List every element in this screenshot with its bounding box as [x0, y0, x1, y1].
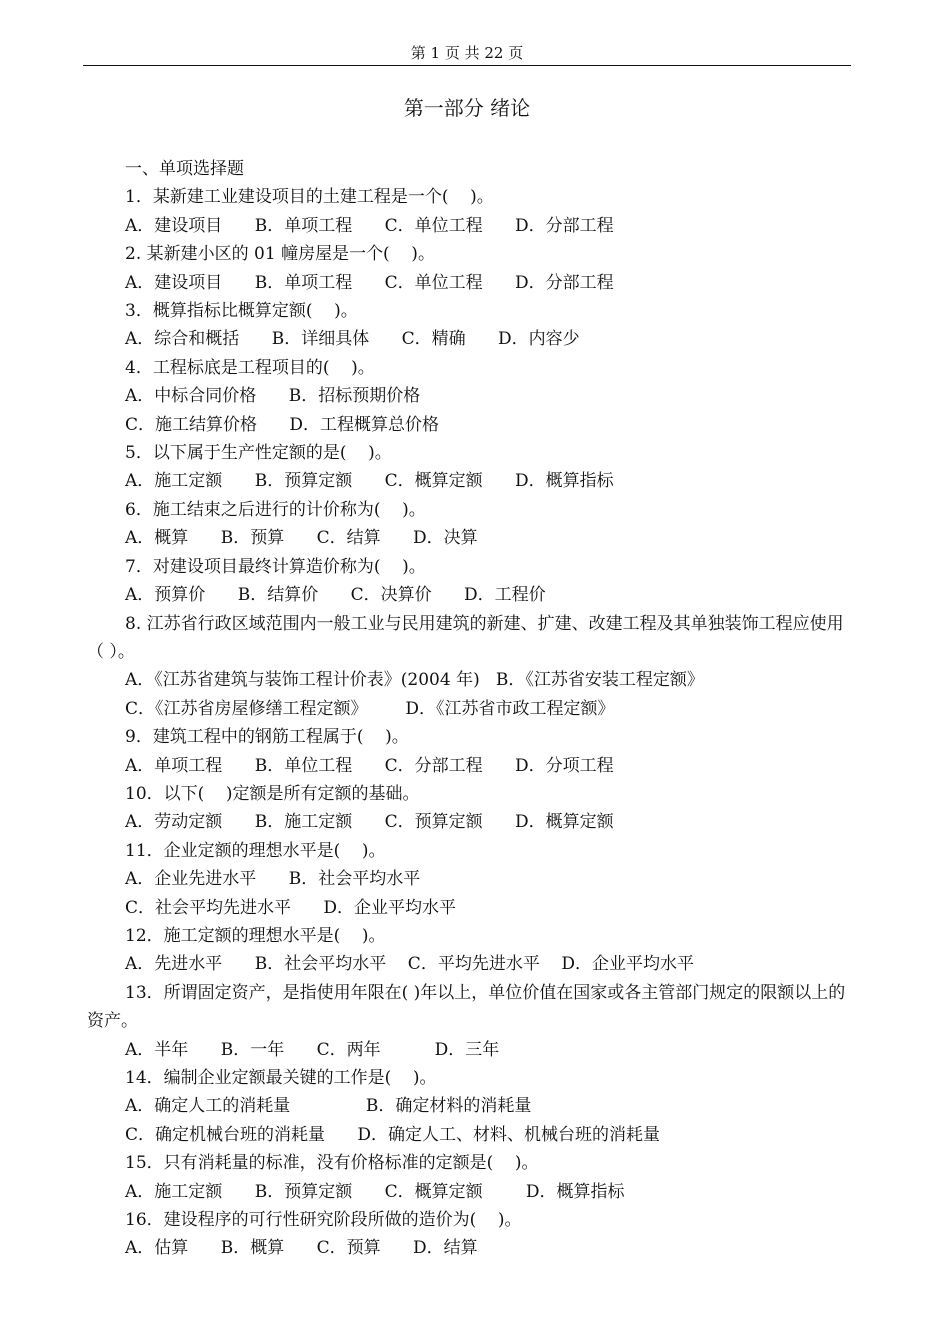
answer-options: A．估算 B．概算 C．预算 D．结算 [125, 1238, 478, 1259]
page-header: 第 1 页 共 22 页 [410, 44, 524, 62]
question-text: 6．施工结束之后进行的计价称为( )。 [125, 499, 426, 520]
question-text: 4．工程标底是工程项目的( )。 [125, 357, 375, 378]
answer-options: A．施工定额 B．预算定额 C．概算定额 D．概算指标 [125, 1181, 625, 1202]
section-title: 第一部分 绪论 [403, 96, 531, 120]
answer-options: A．确定人工的消耗量 B．确定材料的消耗量 [125, 1096, 532, 1117]
question-text: 11．企业定额的理想水平是( )。 [125, 840, 386, 861]
answer-options: A．劳动定额 B．施工定额 C．预算定额 D．概算定额 [125, 812, 614, 833]
question-text: 7．对建设项目最终计算造价称为( )。 [125, 556, 426, 577]
question-text: 8. 江苏省行政区域范围内一般工业与民用建筑的新建、扩建、改建工程及其单独装饰工程应使用（ ）。 [87, 613, 844, 662]
answer-options: A．概算 B．预算 C．结算 D．决算 [125, 528, 478, 549]
answer-options: A．先进水平 B．社会平均水平 C．平均先进水平 D．企业平均水平 [125, 954, 695, 975]
answer-options: A．单项工程 B．单位工程 C．分部工程 D．分项工程 [125, 755, 614, 776]
section-heading: 一、单项选择题 [125, 159, 244, 179]
answer-options: A．建设项目 B．单项工程 C．单位工程 D．分部工程 [125, 272, 614, 293]
answer-options: A．企业先进水平 B．社会平均水平 [125, 869, 421, 890]
answer-options: C．施工结算价格 D．工程概算总价格 [125, 414, 440, 435]
answer-options: A．建设项目 B．单项工程 C．单位工程 D．分部工程 [125, 215, 614, 236]
question-list [87, 155, 851, 1263]
question-text: 10．以下( )定额是所有定额的基础。 [125, 783, 420, 804]
question-text: 9．建筑工程中的钢筋工程属于( )。 [125, 727, 409, 748]
question-text: 12．施工定额的理想水平是( )。 [125, 925, 386, 946]
answer-options: A．预算价 B．结算价 C．决算价 D．工程价 [125, 585, 546, 606]
header-divider [83, 65, 851, 66]
question-text: 2. 某新建小区的 01 幢房屋是一个( )。 [125, 244, 435, 265]
answer-options: C．确定机械台班的消耗量 D．确定人工、材料、机械台班的消耗量 [125, 1124, 661, 1145]
answer-options: C．《江苏省房屋修缮工程定额》 D．《江苏省市政工程定额》 [125, 698, 615, 719]
answer-options: C．社会平均先进水平 D．企业平均水平 [125, 897, 457, 918]
answer-options: A．施工定额 B．预算定额 C．概算定额 D．概算指标 [125, 471, 614, 492]
question-text: 15．只有消耗量的标准，没有价格标准的定额是( )。 [125, 1153, 539, 1174]
question-text: 1．某新建工业建设项目的土建工程是一个( )。 [125, 187, 494, 208]
answer-options: A．《江苏省建筑与装饰工程计价表》(2004 年) B．《江苏省安装工程定额》 [125, 670, 704, 691]
question-text: 13．所谓固定资产，是指使用年限在( )年以上，单位价值在国家或各主管部门规定的限额以上的资产。 [87, 982, 846, 1032]
question-text: 5．以下属于生产性定额的是( )。 [125, 443, 392, 464]
answer-options: A．中标合同价格 B．招标预期价格 [125, 386, 421, 407]
question-text: 14．编制企业定额最关键的工作是( )。 [125, 1068, 437, 1088]
question-text: 3．概算指标比概算定额( )。 [125, 301, 358, 322]
question-text: 16．建设程序的可行性研究阶段所做的造价为( )。 [125, 1210, 522, 1231]
answer-options: A．综合和概括 B．详细具体 C．精确 D．内容少 [125, 329, 580, 350]
answer-options: A．半年 B．一年 C．两年 D．三年 [125, 1039, 500, 1060]
